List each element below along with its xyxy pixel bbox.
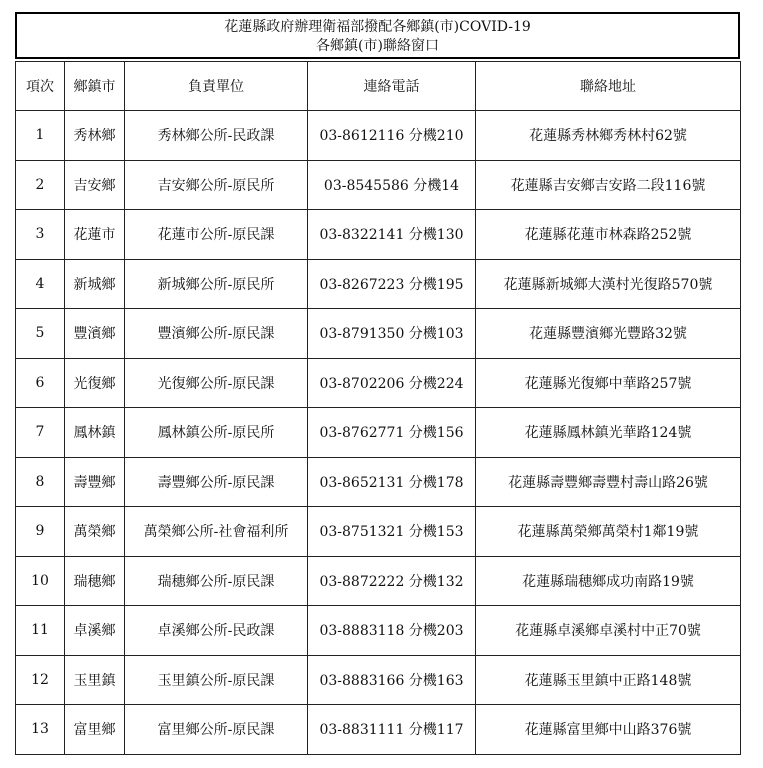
header-address: 聯絡地址 [476,62,741,111]
cell-township: 富里鄉 [65,705,125,755]
header-phone: 連絡電話 [308,62,476,111]
cell-index: 4 [16,259,65,309]
cell-phone: 03-8612116 分機210 [308,111,476,161]
cell-index: 13 [16,705,65,755]
table-row [16,457,741,507]
cell-township: 花蓮市 [65,210,125,260]
cell-unit: 玉里鎮公所-原民課 [125,655,308,705]
table-body [16,111,741,755]
cell-township: 豐濱鄉 [65,309,125,359]
header-index: 項次 [16,62,65,111]
cell-phone: 03-8883118 分機203 [308,606,476,656]
cell-township: 吉安鄉 [65,160,125,210]
cell-address: 花蓮縣鳳林鎮光華路124號 [476,408,741,458]
table-row [16,160,741,210]
cell-unit: 壽豐鄉公所-原民課 [125,457,308,507]
cell-index: 8 [16,457,65,507]
table-row [16,556,741,606]
cell-index: 12 [16,655,65,705]
cell-township: 瑞穗鄉 [65,556,125,606]
cell-address: 花蓮縣玉里鎮中正路148號 [476,655,741,705]
cell-unit: 花蓮市公所-原民課 [125,210,308,260]
contact-sheet [15,12,740,755]
cell-unit: 卓溪鄉公所-民政課 [125,606,308,656]
cell-phone: 03-8762771 分機156 [308,408,476,458]
cell-index: 10 [16,556,65,606]
cell-unit: 鳳林鎮公所-原民所 [125,408,308,458]
cell-index: 9 [16,507,65,557]
table-row [16,655,741,705]
cell-township: 鳳林鎮 [65,408,125,458]
cell-index: 2 [16,160,65,210]
cell-address: 花蓮縣萬榮鄉萬榮村1鄰19號 [476,507,741,557]
cell-unit: 豐濱鄉公所-原民課 [125,309,308,359]
table-row [16,358,741,408]
cell-index: 11 [16,606,65,656]
cell-phone: 03-8831111 分機117 [308,705,476,755]
table-row [16,507,741,557]
cell-township: 玉里鎮 [65,655,125,705]
cell-unit: 富里鄉公所-原民課 [125,705,308,755]
table-row [16,259,741,309]
cell-unit: 光復鄉公所-原民課 [125,358,308,408]
title-line-1: 花蓮縣政府辦理衛福部撥配各鄉鎮(市)COVID-19 [224,19,531,35]
table-row [16,111,741,161]
cell-unit: 萬榮鄉公所-社會福利所 [125,507,308,557]
cell-phone: 03-8751321 分機153 [308,507,476,557]
header-row [16,62,741,111]
cell-unit: 瑞穗鄉公所-原民課 [125,556,308,606]
cell-index: 5 [16,309,65,359]
cell-phone: 03-8872222 分機132 [308,556,476,606]
cell-phone: 03-8545586 分機14 [308,160,476,210]
cell-unit: 新城鄉公所-原民所 [125,259,308,309]
cell-unit: 秀林鄉公所-民政課 [125,111,308,161]
cell-township: 新城鄉 [65,259,125,309]
cell-address: 花蓮縣壽豐鄉壽豐村壽山路26號 [476,457,741,507]
cell-address: 花蓮縣卓溪鄉卓溪村中正70號 [476,606,741,656]
cell-address: 花蓮縣吉安鄉吉安路二段116號 [476,160,741,210]
cell-address: 花蓮縣富里鄉中山路376號 [476,705,741,755]
cell-address: 花蓮縣豐濱鄉光豐路32號 [476,309,741,359]
cell-address: 花蓮縣瑞穗鄉成功南路19號 [476,556,741,606]
cell-address: 花蓮縣光復鄉中華路257號 [476,358,741,408]
cell-index: 7 [16,408,65,458]
header-township: 鄉鎮市 [65,62,125,111]
cell-phone: 03-8791350 分機103 [308,309,476,359]
table-row [16,210,741,260]
header-unit: 負責單位 [125,62,308,111]
cell-unit: 吉安鄉公所-原民所 [125,160,308,210]
table-row [16,408,741,458]
cell-phone: 03-8322141 分機130 [308,210,476,260]
cell-address: 花蓮縣新城鄉大漢村光復路570號 [476,259,741,309]
cell-index: 3 [16,210,65,260]
cell-phone: 03-8267223 分機195 [308,259,476,309]
document-title [15,12,740,59]
title-line-2: 各鄉鎮(市)聯絡窗口 [316,38,439,54]
cell-phone: 03-8883166 分機163 [308,655,476,705]
table-row [16,309,741,359]
cell-address: 花蓮縣秀林鄉秀林村62號 [476,111,741,161]
cell-township: 壽豐鄉 [65,457,125,507]
cell-index: 1 [16,111,65,161]
contact-table [15,61,741,755]
cell-township: 萬榮鄉 [65,507,125,557]
cell-address: 花蓮縣花蓮市林森路252號 [476,210,741,260]
cell-township: 卓溪鄉 [65,606,125,656]
cell-township: 光復鄉 [65,358,125,408]
cell-phone: 03-8702206 分機224 [308,358,476,408]
cell-phone: 03-8652131 分機178 [308,457,476,507]
table-row [16,705,741,755]
cell-index: 6 [16,358,65,408]
cell-township: 秀林鄉 [65,111,125,161]
table-row [16,606,741,656]
